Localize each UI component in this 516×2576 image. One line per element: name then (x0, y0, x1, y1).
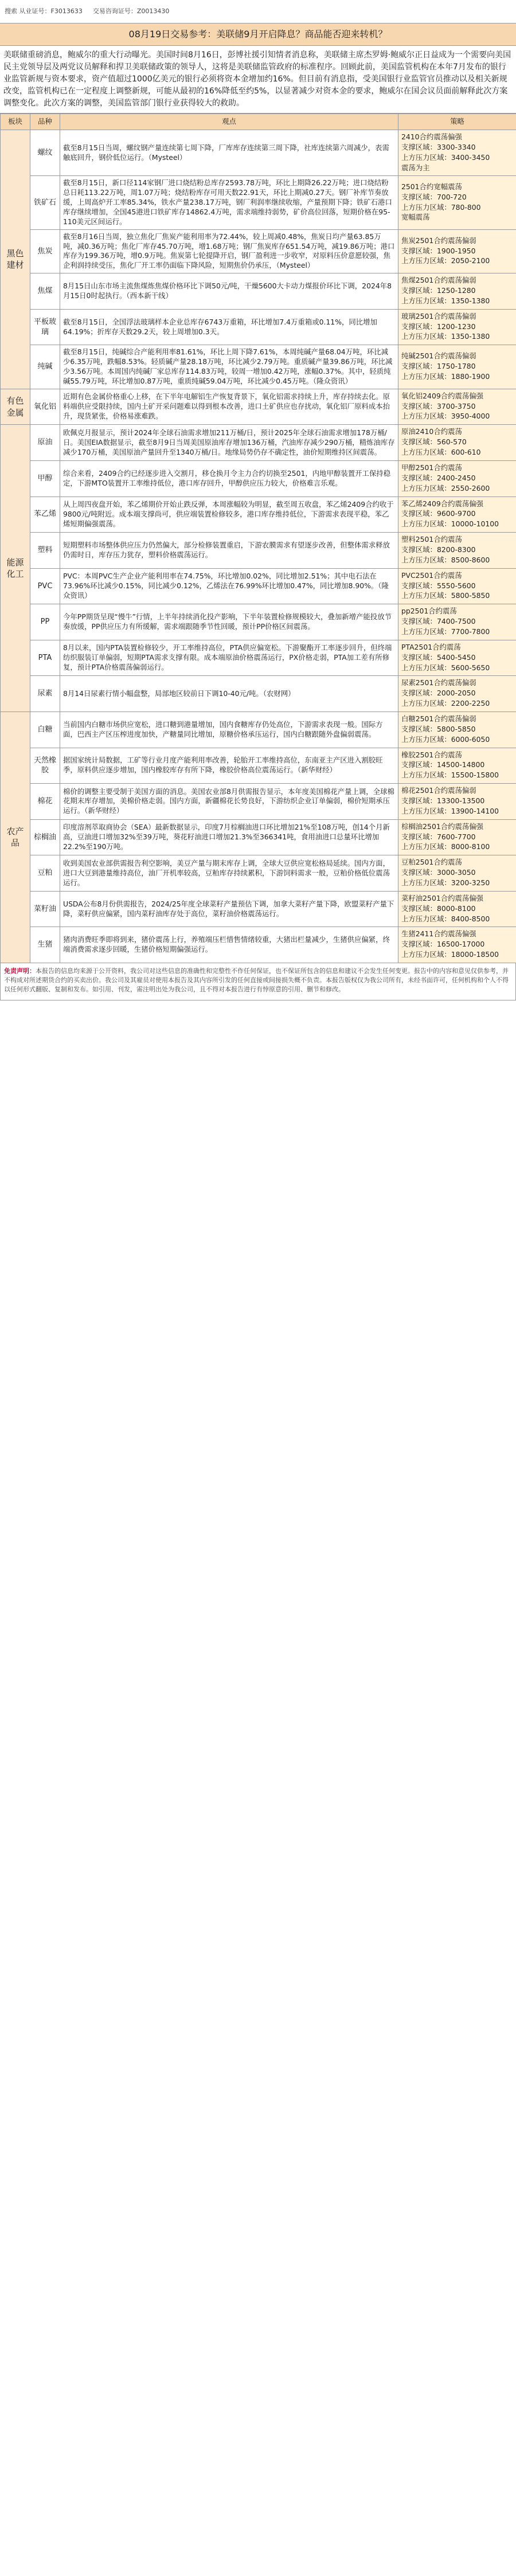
strategy-cell (398, 345, 516, 389)
view-cell: 8月14日尿素行情小幅盘整，局部地区较前日下调10-40元/吨。（农财网） (60, 676, 398, 712)
strategy-line: 上方压力区域：600-610 (401, 448, 481, 457)
table-row (1, 130, 516, 176)
strategy-cell (398, 229, 516, 273)
strategy-line: 2501合约宽幅震荡 (401, 182, 462, 191)
variety-cell: 塑料 (30, 533, 60, 569)
strategy-line: 焦煤2501合约震荡偏弱 (401, 276, 476, 285)
strategy-line: 2410合约震荡偏强 (401, 132, 462, 141)
strategy-line: 上方压力区域：3200-3250 (401, 878, 490, 887)
strategy-line: 支撑区域：7600-7700 (401, 832, 476, 841)
strategy-line: 支撑区域：5400-5450 (401, 652, 476, 662)
variety-cell: PVC (30, 568, 60, 604)
header-section: 板块 (1, 114, 30, 130)
strategy-line: 上方压力区域：2550-2600 (401, 483, 490, 492)
strategy-line: 上方压力区域：8500-8600 (401, 555, 490, 564)
view-cell: 综合来看，2409合约已经逐步进入交割月，移仓换月令主力合约切换至2501，内地甲醇装置开工保持稳定，下游MTO装置开工率维持低位，港口库存回升，甲醇供应压力较大，价格难言乐观。 (60, 460, 398, 497)
section-name: 有色金属 (1, 389, 30, 425)
strategy-line: 苯乙烯2409合约震荡偏强 (401, 499, 484, 508)
table-row (1, 345, 516, 389)
strategy-line: PTA2501合约震荡 (401, 642, 461, 651)
strategy-line: 上方压力区域：3400-3450 (401, 153, 490, 162)
header-view: 观点 (60, 114, 398, 130)
strategy-line: 上方压力区域：2200-2250 (401, 699, 490, 708)
strategy-line: 上方压力区域：1880-1900 (401, 372, 490, 381)
strategy-cell (398, 389, 516, 425)
view-cell: 8月15日山东市场主流焦煤炼焦煤价格环比下调50元/吨，干燥5600大卡动力煤报价环比下调，2024年8月15日0时起执行。（西本新干线） (60, 273, 398, 310)
view-cell: 印度溶剂萃取商协会（SEA）最新数据显示，印度7月棕榈油进口环比增加21%至108万吨，创14个月新高，豆油进口增加32%至39万吨，葵花籽油进口增加21.3%至366341吨，食用油进口总量环比增加22.2%至190万吨。 (60, 819, 398, 855)
license-number: 搜索 从业证号：F3013633 (5, 7, 83, 15)
view-cell: 当前国内白糖市场供应宽松，进口糖到港量增加，国内食糖库存仍处高位，下游需求表现一般。国际方面，巴西主产区压榨进度加快，产糖量同比增加，原糖价格承压运行，国内白糖跟随外盘偏弱震荡。 (60, 712, 398, 748)
view-cell: USDA公布8月份供需报告，2024/25年度全球菜籽产量预估下调，加拿大菜籽产量下降，欧盟菜籽产量下降，菜籽供应偏紧，国内菜籽油库存处于高位，菜籽油价格震荡运行。 (60, 891, 398, 927)
table-row (1, 640, 516, 676)
strategy-line: 支撑区域：1750-1780 (401, 362, 476, 371)
strategy-line: 上方压力区域：3950-4000 (401, 412, 490, 421)
strategy-line: 支撑区域：2000-2050 (401, 689, 476, 698)
table-row (1, 425, 516, 461)
strategy-line: 豆粕2501合约震荡 (401, 858, 462, 867)
strategy-line: 上方压力区域：13900-14100 (401, 806, 499, 815)
variety-cell: 纯碱 (30, 345, 60, 389)
strategy-line: 宽幅震荡 (401, 213, 430, 222)
table-row (1, 748, 516, 784)
section-name: 农产品 (1, 712, 30, 963)
strategy-line: 上方压力区域：780-800 (401, 202, 481, 212)
variety-cell: 菜籽油 (30, 891, 60, 927)
variety-cell: 甲醇 (30, 460, 60, 497)
strategy-line: 支撑区域：7400-7500 (401, 617, 476, 626)
view-cell: 猪肉消费旺季即将到来，猪价震荡上行，养殖端压栏惜售情绪较重，大猪出栏量减少，生猪供应偏紧，终端消费需求逐步回暖，生猪价格短期偏强运行。 (60, 927, 398, 963)
table-row (1, 604, 516, 640)
variety-cell: 焦炭 (30, 229, 60, 273)
strategy-line: 白糖2501合约震荡偏弱 (401, 714, 476, 723)
disclaimer-text: 本报告的信息均来源于公开资料，我公司对这些信息的准确性和完整性不作任何保证，也不保证所包含的信息和建议不会发生任何变更。报告中的内容和意见仅供参考，并不构成对所述期货合约的买卖出价。我公司及其雇员对使用本报告及其内容所引发的任何直接或间接损失概不负责。本报告版权仅为我公司所有，未经书面许可，任何机构和个人不得以任何形式翻版、复制和发布。如引用、刊发，需注明出处为我公司，且不得对本报告进行有悖原意的引用、删节和修改。 (4, 967, 509, 993)
section-name: 黑色建材 (1, 130, 30, 389)
view-cell: 截至8月15日当周，螺纹钢产量连续第七周下降，厂库库存连续第三周下降，社库连续第六周减少，表需触底回升，钢价低位运行。（Mysteel） (60, 130, 398, 176)
strategy-line: 支撑区域：8000-8100 (401, 904, 476, 913)
strategy-line: 菜籽油2501合约震荡偏强 (401, 893, 484, 902)
view-cell: 据国家统计局数据，工矿等行业月度产能利用率改善，轮胎开工率维持高位，东南亚主产区进入割胶旺季，原料供应逐步增加，国内橡胶库存有所下降，橡胶价格高位震荡运行。（新华财经） (60, 748, 398, 784)
consulting-number: 交易咨询证号：Z0013430 (92, 7, 170, 15)
variety-cell: 原油 (30, 425, 60, 461)
view-cell: 欧佩克月报显示，预计2024年全球石油需求增加211万桶/日，预计2025年全球石油需求增加178万桶/日。美国EIA数据显示，截至8月9日当周美国原油库存增加136万桶，汽油库存减少290万桶，精炼油库存减少170万桶，美国原油产量回升至1340万桶/日。地缘局势仍存不确定性，油价短期维持区间震荡。 (60, 425, 398, 461)
strategy-line: PVC2501合约震荡 (401, 570, 462, 580)
table-row (1, 891, 516, 927)
strategy-line: 橡胶2501合约震荡 (401, 750, 462, 759)
strategy-line: 支撑区域：14500-14800 (401, 760, 485, 769)
header-variety: 品种 (30, 114, 60, 130)
strategy-line: 纯碱2501合约震荡偏弱 (401, 351, 476, 361)
strategy-line: 生猪2411合约震荡偏强 (401, 929, 476, 939)
variety-cell: 苯乙烯 (30, 497, 60, 533)
table-row (1, 309, 516, 345)
strategy-cell (398, 533, 516, 569)
table-row (1, 784, 516, 820)
disclaimer-title: 免责声明： (4, 967, 36, 975)
strategy-table (0, 114, 516, 963)
strategy-line: 支撑区域：560-570 (401, 437, 467, 447)
strategy-cell (398, 176, 516, 229)
strategy-line: 支撑区域：16500-17000 (401, 940, 485, 949)
strategy-line: 上方压力区域：15500-15800 (401, 771, 499, 780)
table-header (1, 114, 516, 130)
strategy-cell (398, 130, 516, 176)
variety-cell: 焦煤 (30, 273, 60, 310)
strategy-line: 支撑区域：13300-13500 (401, 796, 485, 805)
strategy-cell (398, 676, 516, 712)
strategy-line: 上方压力区域：1350-1380 (401, 296, 490, 305)
view-cell: 截至8月15日，纯碱综合产能利用率81.61%，环比上周下降7.61%，本周纯碱产量68.04万吨，环比减少6.35万吨，跌幅8.53%。轻质碱产量28.18万吨，环比减少2.79万吨。重质碱产量39.86万吨，环比减少3.56万吨。本周国内纯碱厂家总库存114.83万吨，较周一增加0.42万吨，涨幅0.37%。其中，轻质纯碱55.79万吨，环比增加0.87万吨，重质纯碱59.04万吨，环比减少0.45万吨。（隆众资讯） (60, 345, 398, 389)
table-row (1, 927, 516, 963)
variety-cell: 棕榈油 (30, 819, 60, 855)
view-cell: 短期塑料市场整体供应压力仍然偏大，部分检修装置重启，下游农膜需求有望逐步改善，但整体需求释放仍需时日，库存压力犹存，塑料价格震荡运行。 (60, 533, 398, 569)
variety-cell: 尿素 (30, 676, 60, 712)
strategy-line: 焦炭2501合约震荡偏弱 (401, 236, 476, 245)
strategy-cell (398, 891, 516, 927)
strategy-line: 上方压力区域：10000-10100 (401, 519, 499, 529)
table-row (1, 176, 516, 229)
table-row (1, 229, 516, 273)
strategy-cell (398, 273, 516, 310)
strategy-line: 支撑区域：1250-1280 (401, 286, 476, 295)
table-body (1, 130, 516, 963)
table-row (1, 819, 516, 855)
view-cell: 截至8月16日当周，独立焦化厂焦炭产能利用率为72.44%，较上周减0.48%，焦炭日均产量63.85万吨，减0.36万吨；焦化厂库存45.70万吨，增1.68万吨；钢厂焦炭库存651.54万吨，减19.86万吨；港口库存为199.36万吨，增0.9万吨。焦炭第七轮提降开启，钢厂盈利进一步收窄，对原料压价意愿较强，焦企利润持续受压，焦化厂开工率仍面临下降风险，短期焦价仍承压，（Mysteel） (60, 229, 398, 273)
view-cell: PVC：本周PVC生产企业产能利用率在74.75%，环比增加0.02%，同比增加2.51%；其中电石法在73.96%环比减少0.15%，同比减少0.12%，乙烯法在76.99%环比增加0.47%，同比增加8.90%。（隆众资讯） (60, 568, 398, 604)
strategy-line: 氧化铝2409合约震荡偏强 (401, 391, 484, 400)
strategy-line: 支撑区域：8200-8300 (401, 545, 476, 554)
strategy-line: 原油2410合约震荡 (401, 427, 462, 436)
strategy-line: 上方压力区域：8000-8100 (401, 842, 490, 851)
variety-cell: 天然橡胶 (30, 748, 60, 784)
strategy-line: 上方压力区域：18000-18500 (401, 950, 499, 959)
strategy-line: 支撑区域：3700-3750 (401, 401, 476, 411)
strategy-line: 玻璃2501合约震荡偏弱 (401, 311, 476, 320)
strategy-cell (398, 460, 516, 497)
strategy-line: 支撑区域：3300-3340 (401, 142, 476, 151)
strategy-cell (398, 309, 516, 345)
strategy-line: 上方压力区域：7700-7800 (401, 627, 490, 636)
strategy-line: 上方压力区域：8400-8500 (401, 914, 490, 923)
strategy-line: 棕榈油2501合约震荡偏强 (401, 822, 484, 831)
strategy-line: 上方压力区域：5800-5850 (401, 591, 490, 600)
variety-cell: PTA (30, 640, 60, 676)
variety-cell: 螺纹 (30, 130, 60, 176)
table-row (1, 568, 516, 604)
strategy-cell (398, 425, 516, 461)
strategy-line: 上方压力区域：5600-5650 (401, 663, 490, 672)
table-row (1, 712, 516, 748)
view-cell: 近期有色金属价格重心上移，在下半年电解铝生产恢复背景下，氧化铝需求持续上升，库存持续去化。原料端供应受限持续，国内土矿开采问题难以得到根本改善，进口土矿供应也存扰动，氧化铝厂原料成本抬升，现货紧张，价格易涨难跌。 (60, 389, 398, 425)
variety-cell: 白糖 (30, 712, 60, 748)
view-cell: 棉价的调整主要受制于美国方面的消息。美国农业部8月供需报告显示，本年度美国棉花产量上调，全球棉花期末库存增加，美棉价格走弱。国内方面，新疆棉花长势良好，下游纺织企业订单偏弱，棉价短期承压运行。（新华财经） (60, 784, 398, 820)
strategy-line: 支撑区域：1200-1230 (401, 322, 476, 331)
table-row (1, 533, 516, 569)
strategy-line: 尿素2501合约震荡偏弱 (401, 678, 476, 687)
variety-cell: 铁矿石 (30, 176, 60, 229)
strategy-cell (398, 568, 516, 604)
view-cell: 截至8月15日，全国浮法玻璃样本企业总库存6743万重箱，环比增加7.4万重箱或0.11%，同比增加64.19%；折库存天数29.2天，较上周增加0.3天。 (60, 309, 398, 345)
table-row (1, 460, 516, 497)
view-cell: 今年PP期货呈现“慢牛”行情，上半年持续消化投产影响，下半年装置检修规模较大，叠加新增产能投放节奏放缓，PP供应压力有所缓解，需求端跟随季节性回暖，预计PP价格区间震荡。 (60, 604, 398, 640)
strategy-line: 棉花2501合约震荡偏弱 (401, 786, 476, 795)
top-info-bar (0, 0, 516, 23)
view-cell: 收到美国农业部供需报告利空影响，美豆产量与期末库存上调，全球大豆供应宽松格局延续。国内方面，进口大豆到港量维持高位，油厂开机率较高，豆粕库存持续累积，下游饲料需求一般，豆粕价格低位震荡运行。 (60, 855, 398, 892)
variety-cell: 氧化铝 (30, 389, 60, 425)
intro-paragraph: 美联储重磅消息，鲍威尔的重大行动曝光。美国时间8月16日，彭博社援引知情者消息称，美联储主席杰罗姆·鲍威尔正日益成为一个需要向美国民主党领导层及两党议员解释和捍卫美联储政策的领导人，这将是美联储监管政府的标准程序。回顾此前，美国监管机构在本年7月发布的银行业监管新规与资本要求，资产值超过1000亿美元的银行必须将资本金增加约16%。但目前有消息指，受美国银行业监管官员推动以及相关新规改变，监管机构已在一定程度上调整新规，可能从最初的16%降低至约5%，以显著减少对资本金的要求，鲍威尔在国会议员面前解释此次方案调整变化。此次方案的调整，美国监管部门银行业获得较大的救助。 (0, 46, 516, 114)
strategy-line: 甲醇2501合约震荡 (401, 463, 462, 472)
view-cell: 从上周四夜盘开始，苯乙烯期价开始止跌反弹，本周涨幅较为明显，截至周五收盘，苯乙烯2409合约收于9800元/吨附近。成本端支撑尚可，供应端装置检修较多，港口库存维持低位，下游需求表现平稳，苯乙烯短期偏强震荡。 (60, 497, 398, 533)
strategy-cell (398, 819, 516, 855)
strategy-line: 支撑区域：5550-5600 (401, 581, 476, 590)
strategy-line: 上方压力区域：6000-6050 (401, 734, 490, 744)
strategy-line: 上方压力区域：2050-2100 (401, 256, 490, 265)
table-row (1, 389, 516, 425)
strategy-line: pp2501合约震荡 (401, 607, 457, 616)
strategy-line: 支撑区域：5800-5850 (401, 724, 476, 733)
table-row (1, 855, 516, 892)
strategy-line: 上方压力区域：1350-1380 (401, 332, 490, 341)
variety-cell: 豆粕 (30, 855, 60, 892)
page (0, 0, 516, 1000)
strategy-line: 塑料2501合约震荡 (401, 535, 462, 544)
strategy-cell (398, 712, 516, 748)
variety-cell: PP (30, 604, 60, 640)
strategy-cell (398, 640, 516, 676)
disclaimer (0, 963, 516, 1000)
strategy-line: 支撑区域：3000-3050 (401, 868, 476, 877)
variety-cell: 生猪 (30, 927, 60, 963)
strategy-line: 震荡为主 (401, 163, 430, 172)
table-row (1, 676, 516, 712)
view-cell: 8月以来，国内PTA装置检修较少，开工率维持高位，PTA供应偏宽松。下游聚酯开工率逐步回升，但终端纺织服装订单偏弱，短期PTA需求支撑有限。成本端原油价格震荡运行，PX价格走弱，PTA加工差有所修复，预计PTA价格震荡偏弱运行。 (60, 640, 398, 676)
table-row (1, 497, 516, 533)
strategy-line: 支撑区域：1900-1950 (401, 246, 476, 255)
report-title: 08月19日交易参考：美联储9月开启降息？商品能否迎来转机？ (0, 23, 516, 46)
variety-cell: 平板玻璃 (30, 309, 60, 345)
table-row (1, 273, 516, 310)
strategy-line: 支撑区域：700-720 (401, 192, 467, 201)
strategy-cell (398, 927, 516, 963)
strategy-line: 支撑区域：9600-9700 (401, 509, 476, 518)
strategy-cell (398, 784, 516, 820)
strategy-line: 支撑区域：2400-2450 (401, 473, 476, 482)
variety-cell: 棉花 (30, 784, 60, 820)
strategy-cell (398, 855, 516, 892)
header-strategy: 策略 (398, 114, 516, 130)
section-name: 能源化工 (1, 425, 30, 712)
strategy-cell (398, 748, 516, 784)
strategy-cell (398, 497, 516, 533)
strategy-cell (398, 604, 516, 640)
view-cell: 截至8月15日，新口径114家钢厂进口烧结粉总库存2593.78万吨，环比上期降26.22万吨；进口烧结粉总日耗113.22万吨，周1.07万吨；烧结粉库存可用天数22.91天，环比上期减0.27天。钢厂补库节奏放缓，上周高炉开工率85.34%，铁水产量238.17万吨，钢厂利润率继续收缩，产量预期下降；铁矿石港口库存继续增加，全国45港进口铁矿库存14862.4万吨，需求端维持弱势，矿价高位回落，短期价格在95-110美元区间运行。 (60, 176, 398, 229)
